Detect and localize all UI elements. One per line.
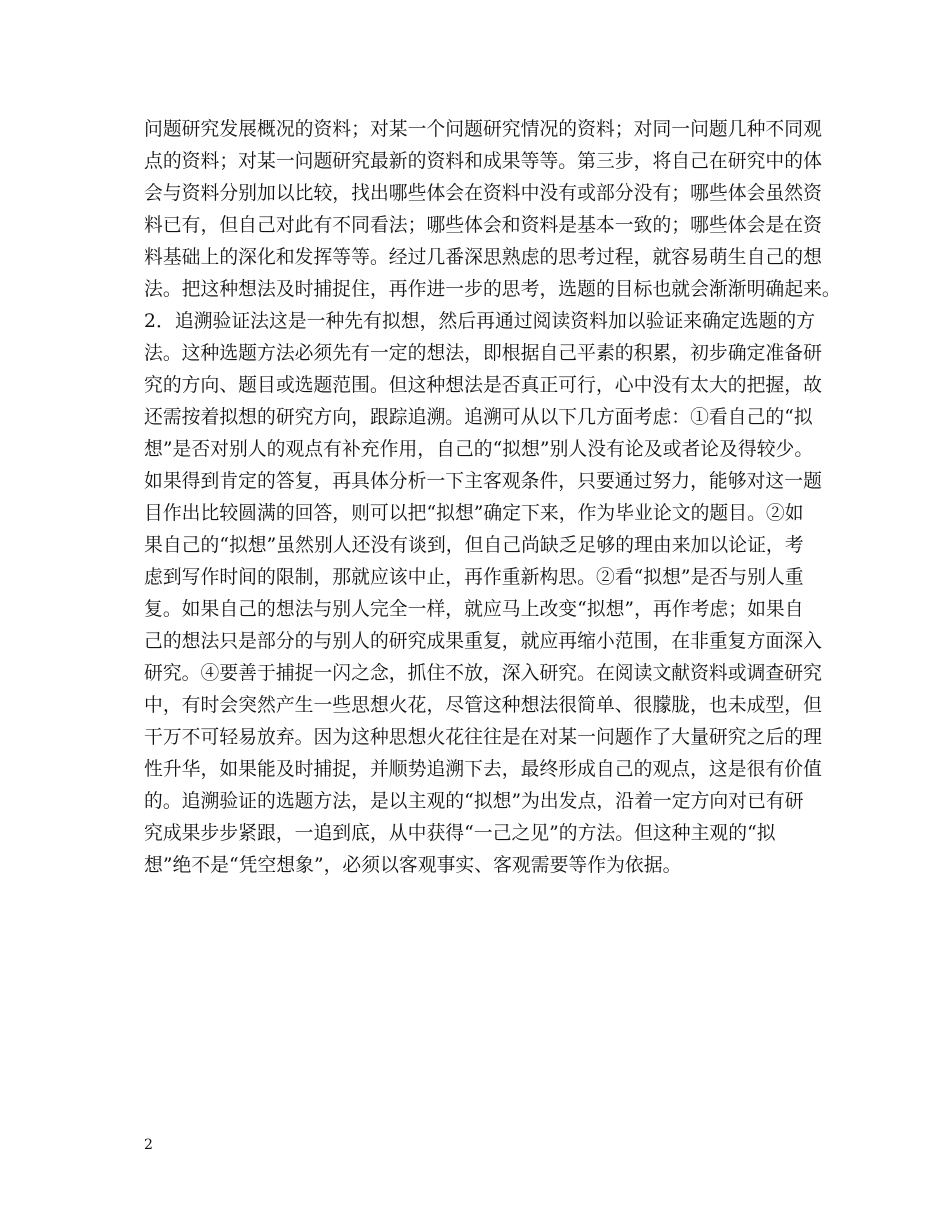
text-line: 果自己的“拟想”虽然别人还没有谈到，但自己尚缺乏足够的理由来加以论证，考	[144, 535, 804, 556]
text-line: 法。把这种想法及时捕捉住，再作进一步的思考，选题的目标也就会渐渐明确起来。	[144, 279, 841, 300]
text-line: 的。追溯验证的选题方法，是以主观的“拟想”为出发点，沿着一定方向对已有研	[144, 791, 804, 812]
text-line: 虑到写作时间的限制，那就应该中止，再作重新构思。②看“拟想”是否与别人重	[144, 567, 804, 588]
body-text	[144, 114, 844, 882]
text-line: 目作出比较圆满的回答，则可以把“拟想”确定下来，作为毕业论文的题目。②如	[144, 503, 804, 524]
text-line: 问题研究发展概况的资料；对某一个问题研究情况的资料；对同一问题几种不同观	[144, 119, 822, 140]
text-line: 干万不可轻易放弃。因为这种思想火花往往是在对某一问题作了大量研究之后的理	[144, 727, 822, 748]
text-line: 研究。④要善于捕捉一闪之念，抓住不放，深入研究。在阅读文献资料或调查研究	[144, 663, 822, 684]
text-line: 性升华，如果能及时捕捉，并顺势追溯下去，最终形成自己的观点，这是很有价值	[144, 759, 822, 780]
text-line: 还需按着拟想的研究方向，跟踪追溯。追溯可从以下几方面考虑：①看自己的“拟	[144, 407, 813, 428]
text-line: 己的想法只是部分的与别人的研究成果重复，就应再缩小范围，在非重复方面深入	[144, 631, 822, 652]
text-line: 2．追溯验证法这是一种先有拟想，然后再通过阅读资料加以验证来确定选题的方	[144, 311, 816, 332]
page-number: 2	[144, 1137, 153, 1153]
text-line: 会与资料分别加以比较，找出哪些体会在资料中没有或部分没有；哪些体会虽然资	[144, 183, 822, 204]
text-line: 复。如果自己的想法与别人完全一样，就应马上改变“拟想”，再作考虑；如果自	[144, 599, 804, 620]
text-line: 料基础上的深化和发挥等等。经过几番深思熟虑的思考过程，就容易萌生自己的想	[144, 247, 822, 268]
text-line: 如果得到肯定的答复，再具体分析一下主客观条件，只要通过努力，能够对这一题	[144, 471, 822, 492]
text-line: 究成果步步紧跟，一追到底，从中获得“一己之见”的方法。但这种主观的“拟	[144, 823, 776, 844]
text-line: 点的资料；对某一问题研究最新的资料和成果等等。第三步，将自己在研究中的体	[144, 151, 822, 172]
text-line: 究的方向、题目或选题范围。但这种想法是否真正可行，心中没有太大的把握，故	[144, 375, 822, 396]
text-line: 想”绝不是“凭空想象”，必须以客观事实、客观需要等作为依据。	[144, 855, 682, 876]
text-line: 法。这种选题方法必须先有一定的想法，即根据自己平素的积累，初步确定准备研	[144, 343, 822, 364]
text-line: 中，有时会突然产生一些思想火花，尽管这种想法很简单、很朦胧，也未成型，但	[144, 695, 822, 716]
text-line: 料已有，但自己对此有不同看法；哪些体会和资料是基本一致的；哪些体会是在资	[144, 215, 822, 236]
text-line: 想”是否对别人的观点有补充作用，自己的“拟想”别人没有论及或者论及得较少。	[144, 439, 814, 460]
